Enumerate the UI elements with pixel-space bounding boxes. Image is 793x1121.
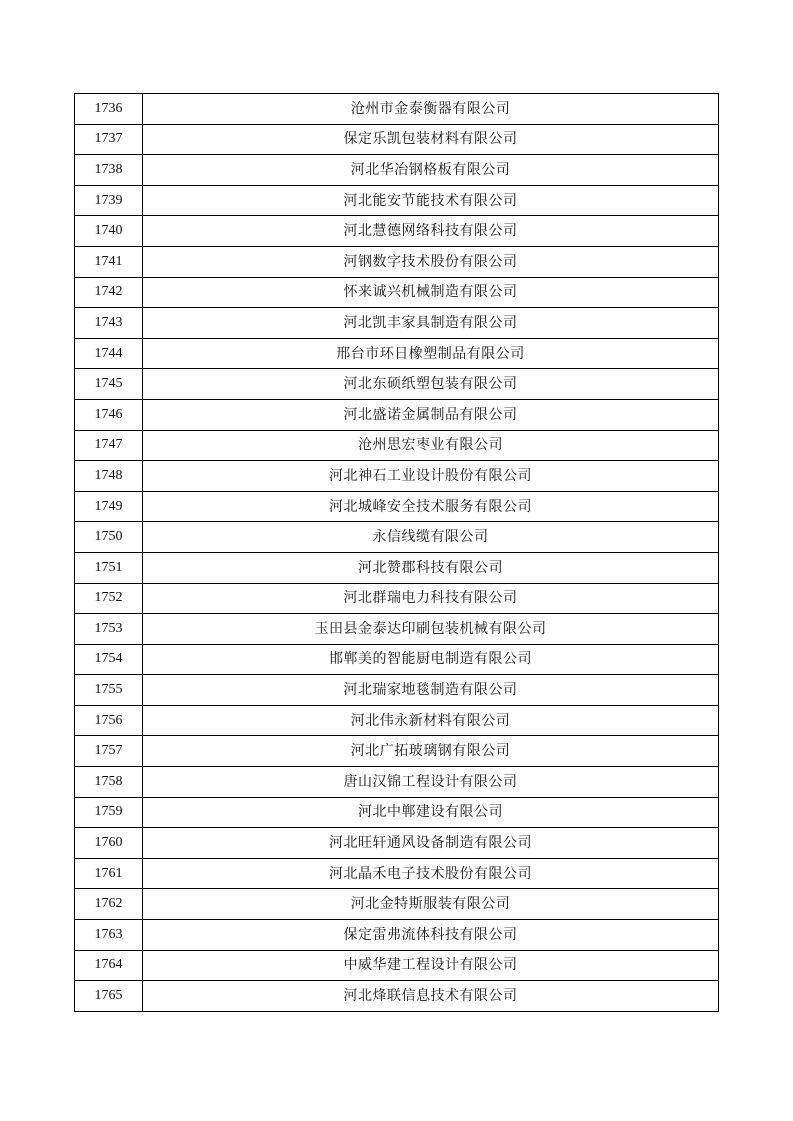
row-number-cell: 1755 — [75, 675, 143, 706]
company-name-cell: 沧州思宏枣业有限公司 — [143, 430, 719, 461]
row-number-cell: 1757 — [75, 736, 143, 767]
company-name-cell: 唐山汉锦工程设计有限公司 — [143, 767, 719, 798]
row-number-cell: 1758 — [75, 767, 143, 798]
company-name-cell: 河北东硕纸塑包装有限公司 — [143, 369, 719, 400]
table-row — [75, 155, 719, 186]
table-row — [75, 94, 719, 125]
table-row — [75, 797, 719, 828]
row-number-cell: 1752 — [75, 583, 143, 614]
row-number-cell: 1745 — [75, 369, 143, 400]
row-number-cell: 1743 — [75, 308, 143, 339]
table-row — [75, 583, 719, 614]
company-name-cell: 邯郸美的智能厨电制造有限公司 — [143, 644, 719, 675]
table-body — [75, 94, 719, 1012]
table-row — [75, 124, 719, 155]
company-name-cell: 玉田县金泰达印刷包装机械有限公司 — [143, 614, 719, 645]
table-row — [75, 277, 719, 308]
company-name-cell: 河北伟永新材料有限公司 — [143, 705, 719, 736]
row-number-cell: 1739 — [75, 185, 143, 216]
row-number-cell: 1754 — [75, 644, 143, 675]
company-name-cell: 保定雷弗流体科技有限公司 — [143, 920, 719, 951]
table-row — [75, 461, 719, 492]
company-name-cell: 河北能安节能技术有限公司 — [143, 185, 719, 216]
table-row — [75, 552, 719, 583]
table-row — [75, 736, 719, 767]
company-name-cell: 邢台市环日橡塑制品有限公司 — [143, 338, 719, 369]
company-name-cell: 沧州市金泰衡器有限公司 — [143, 94, 719, 125]
table-row — [75, 767, 719, 798]
row-number-cell: 1763 — [75, 920, 143, 951]
company-name-cell: 河北凯丰家具制造有限公司 — [143, 308, 719, 339]
row-number-cell: 1747 — [75, 430, 143, 461]
company-name-cell: 河北群瑞电力科技有限公司 — [143, 583, 719, 614]
company-name-cell: 河北华冶钢格板有限公司 — [143, 155, 719, 186]
table-row — [75, 920, 719, 951]
company-name-cell: 河北神石工业设计股份有限公司 — [143, 461, 719, 492]
company-list-table — [74, 93, 719, 1012]
company-name-cell: 永信线缆有限公司 — [143, 522, 719, 553]
company-name-cell: 河北瑞家地毯制造有限公司 — [143, 675, 719, 706]
table-row — [75, 950, 719, 981]
table-row — [75, 491, 719, 522]
table-row — [75, 858, 719, 889]
company-name-cell: 河钢数字技术股份有限公司 — [143, 246, 719, 277]
row-number-cell: 1759 — [75, 797, 143, 828]
table-row — [75, 308, 719, 339]
company-name-cell: 河北城峰安全技术服务有限公司 — [143, 491, 719, 522]
table-row — [75, 338, 719, 369]
company-name-cell: 河北盛诺金属制品有限公司 — [143, 399, 719, 430]
row-number-cell: 1762 — [75, 889, 143, 920]
company-name-cell: 河北慧德网络科技有限公司 — [143, 216, 719, 247]
table-row — [75, 644, 719, 675]
row-number-cell: 1749 — [75, 491, 143, 522]
company-name-cell: 河北晶禾电子技术股份有限公司 — [143, 858, 719, 889]
row-number-cell: 1736 — [75, 94, 143, 125]
company-name-cell: 河北金特斯服装有限公司 — [143, 889, 719, 920]
table-row — [75, 522, 719, 553]
company-name-cell: 保定乐凯包装材料有限公司 — [143, 124, 719, 155]
table-row — [75, 614, 719, 645]
table-row — [75, 675, 719, 706]
table-row — [75, 981, 719, 1012]
company-name-cell: 怀来诚兴机械制造有限公司 — [143, 277, 719, 308]
company-name-cell: 河北中郸建设有限公司 — [143, 797, 719, 828]
company-name-cell: 河北广拓玻璃钢有限公司 — [143, 736, 719, 767]
table-row — [75, 369, 719, 400]
row-number-cell: 1756 — [75, 705, 143, 736]
row-number-cell: 1741 — [75, 246, 143, 277]
row-number-cell: 1761 — [75, 858, 143, 889]
table-row — [75, 185, 719, 216]
row-number-cell: 1738 — [75, 155, 143, 186]
table-row — [75, 889, 719, 920]
row-number-cell: 1742 — [75, 277, 143, 308]
row-number-cell: 1765 — [75, 981, 143, 1012]
table-row — [75, 430, 719, 461]
row-number-cell: 1750 — [75, 522, 143, 553]
row-number-cell: 1753 — [75, 614, 143, 645]
row-number-cell: 1760 — [75, 828, 143, 859]
row-number-cell: 1737 — [75, 124, 143, 155]
company-name-cell: 河北旺轩通风设备制造有限公司 — [143, 828, 719, 859]
row-number-cell: 1740 — [75, 216, 143, 247]
row-number-cell: 1744 — [75, 338, 143, 369]
row-number-cell: 1748 — [75, 461, 143, 492]
table-row — [75, 828, 719, 859]
company-name-cell: 中威华建工程设计有限公司 — [143, 950, 719, 981]
company-name-cell: 河北烽联信息技术有限公司 — [143, 981, 719, 1012]
table-row — [75, 216, 719, 247]
row-number-cell: 1746 — [75, 399, 143, 430]
company-name-cell: 河北赞郡科技有限公司 — [143, 552, 719, 583]
table-row — [75, 246, 719, 277]
row-number-cell: 1764 — [75, 950, 143, 981]
row-number-cell: 1751 — [75, 552, 143, 583]
table-row — [75, 399, 719, 430]
table-row — [75, 705, 719, 736]
